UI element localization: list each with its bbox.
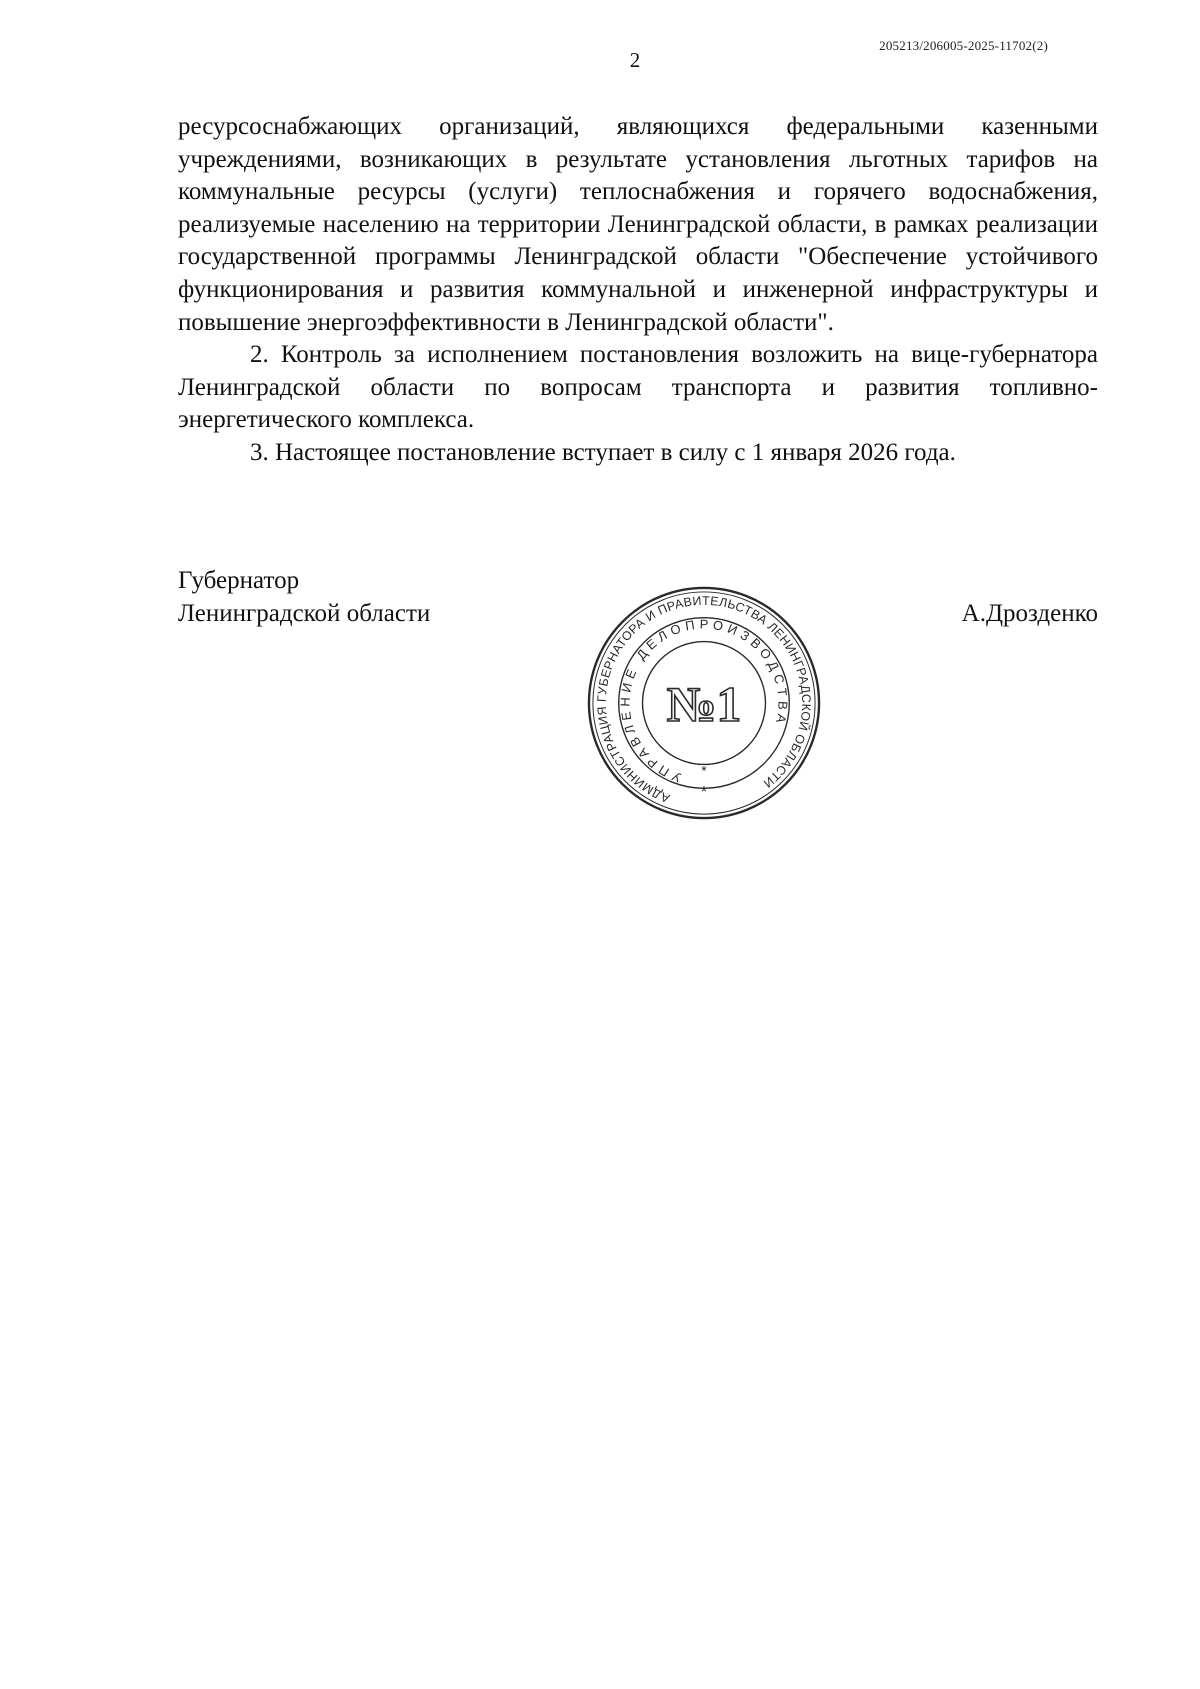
seal-inner-inscription: УПРАВЛЕНИЕ ДЕЛОПРОИЗВОДСТВА [617,616,791,786]
paragraph-2-control: 2. Контроль за исполнением постановления возложить на вице-губернатора Ленинградской области по вопросам транспорта и развития топливно-энергетического комплекса. [178,341,1098,434]
document-body [178,111,1098,470]
paragraph-3-effective-date: 3. Настоящее постановление вступает в силу с 1 января 2026 года. [250,438,956,466]
seal-star-icon: * [700,784,708,802]
page-number: 2 [629,48,641,72]
paragraph-continuation: ресурсоснабжающих организаций, являющихся федеральными казенными учреждениями, возникающих в результате установления льготных тарифов на коммунальные ресурсы (услуги) теплоснабжения и горячего водоснабжения, реализуемые населению на территории Ленинградской области, в рамках реализации государственной программы Ленинградской области "Обеспечение устойчивого функционирования и развития коммунальной и инженерной инфраструктуры и повышение энергоэффективности в Ленинградской области". [178,113,1098,336]
seal-star-icon-inner: * [701,762,707,779]
signatory-title-line-2: Ленинградской области [178,599,431,627]
seal-graphic [585,584,823,822]
seal-outer-inscription: АДМИНИСТРАЦИЯ ГУБЕРНАТОРА И ПРАВИТЕЛЬСТВА ЛЕНИНГРАДСКОЙ ОБЛАСТИ [594,593,814,806]
seal-center-number: №1 [666,676,742,732]
signatory-name: А.Дрозденко [961,599,1098,627]
signatory-title-line-1: Губернатор [178,567,300,594]
official-seal-stamp [585,584,823,822]
document-registration-number: 205213/206005-2025-11702(2) [879,38,1048,53]
